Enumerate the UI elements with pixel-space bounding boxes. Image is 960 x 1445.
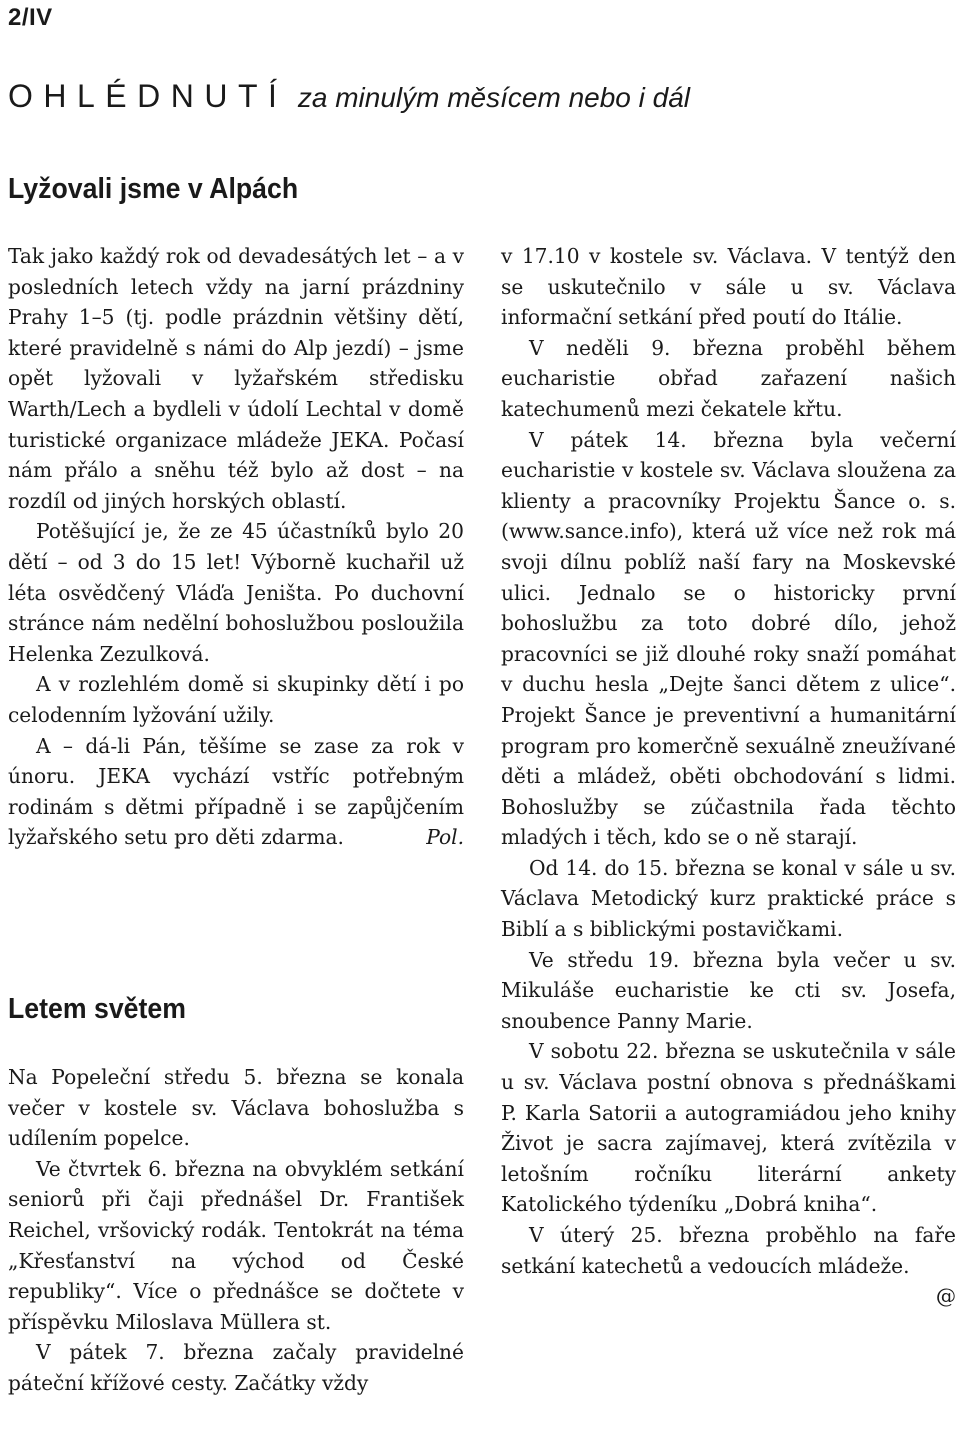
paragraph xyxy=(8,731,464,853)
paragraph: Od 14. do 15. března se konal v sále u sv. Václava Metodický kurz praktické práce s Biblí a s biblickými postavičkami. xyxy=(501,855,956,942)
article-news-body-col1 xyxy=(8,1062,464,1399)
paragraph: Tak jako každý rok od devadesátých let – a v posledních letech vždy na jarní prázdniny Prahy 1–5 (tj. podle prázdnin většiny dětí, které pravidelně s námi do Alp jezdí) – jsme opět lyžovali v lyžařském středisku Warth/Lech a bydleli v údolí Lechtal v domě turistické organizace mládeže JEKA. Počasí nám přálo a sněhu též bylo až dost – na rozdíl od jiných horských oblastí. xyxy=(8,244,464,513)
paragraph-text: A – dá-li Pán, těšíme se zase za rok v únoru. JEKA vychází vstříc potřebným rodinám s dětmi případně i se zapůjčením lyžařského setu pro děti zdarma. xyxy=(8,733,464,850)
paragraph: V sobotu 22. března se uskutečnila v sále u sv. Václava postní obnova s přednáškami P. Karla Satorii a autogramiádou jeho knihy Život je sacra zajímavej, která zvítězila v letošním ročníku literární ankety Katolického týdeníku „Dobrá kniha“. xyxy=(501,1039,956,1217)
paragraph: v 17.10 v kostele sv. Václava. V tentýž den se uskutečnilo v sále u sv. Václava informační setkání před poutí do Itálie. xyxy=(501,244,956,330)
section-title: OHLÉDNUTÍ xyxy=(8,78,288,114)
paragraph: V pátek 14. března byla večerní eucharistie v kostele sv. Václava sloužena za klienty a pracovníky Projektu Šance o. s. (www.sance.info), která už více než rok má svoji dílnu poblíž naší fary na Moskevské ulici. Jednalo se o historicky první bohoslužbu za toto dobré dílo, jehož pracovníci se již dlouhé roky snaží pomáhat v duchu hesla „Dejte šanci dětem z ulice“. Projekt Šance je preventivní a humanitární program pro komerčně sexuálně zneužívané děti a mládež, oběti obchodování s lidmi. Bohoslužby se zúčastnila řada těchto mladých i těch, kdo se o ně starají. xyxy=(501,427,956,850)
article-title: Letem světem xyxy=(8,993,186,1025)
paragraph: V pátek 7. března začaly pravidelné páteční křížové cesty. Začátky vždy xyxy=(8,1340,464,1395)
section-header xyxy=(8,78,690,115)
page-number: 2/IV xyxy=(8,4,53,31)
article-skiing-body xyxy=(8,241,464,853)
paragraph: Ve čtvrtek 6. března na obvyklém setkání seniorů při čaji přednášel Dr. František Reichel, vršovický rodák. Tentokrát na téma „Křesťanství na východ od České republiky“. Více o přednášce se dočtete v příspěvku Miloslava Müllera st. xyxy=(8,1156,464,1334)
article-title: Lyžovali jsme v Alpách xyxy=(8,173,299,205)
paragraph: A v rozlehlém domě si skupinky dětí i po celodenním lyžování užily. xyxy=(8,672,464,727)
paragraph: Na Popeleční středu 5. března se konala večer v kostele sv. Václava bohoslužba s udílením popelce. xyxy=(8,1065,464,1151)
paragraph: V úterý 25. března proběhlo na faře setkání katechetů a vedoucích mládeže. xyxy=(501,1223,956,1278)
article-news-body-col2 xyxy=(501,241,956,1312)
paragraph: Potěšující je, že ze 45 účastníků bylo 20 dětí – od 3 do 15 let! Výborně kuchařil už léta osvědčený Vláďa Jeništa. Po duchovní stránce nám nedělní bohoslužbou posloužila Helenka Zezulková. xyxy=(8,519,464,666)
section-subtitle: za minulým měsícem nebo i dál xyxy=(297,82,691,113)
end-mark: @ xyxy=(935,1284,956,1309)
paragraph: V neděli 9. března proběhl během eucharistie obřad zařazení našich katechumenů mezi čekatele křtu. xyxy=(501,335,956,421)
paragraph: Ve středu 19. března byla večer u sv. Mikuláše eucharistie ke cti sv. Josefa, snoubence Panny Marie. xyxy=(501,947,956,1033)
author-signature: Pol. xyxy=(426,825,464,850)
